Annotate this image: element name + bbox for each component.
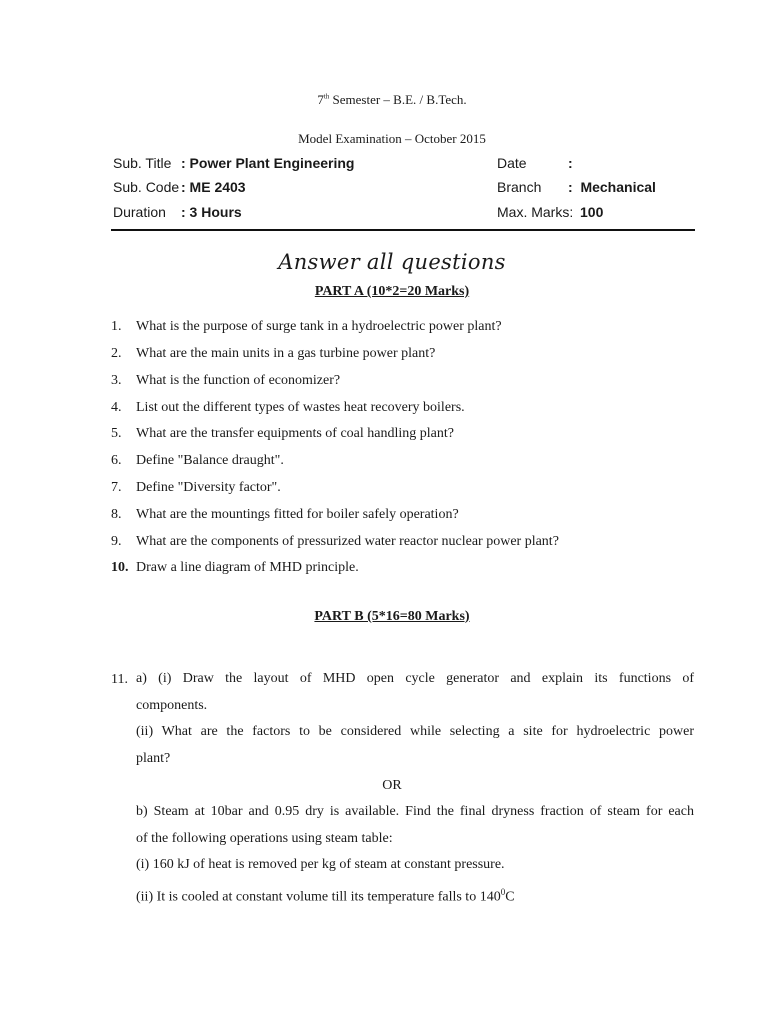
- question-number: 3.: [111, 373, 122, 388]
- q11b-ii-text: (ii) It is cooled at constant volume till its temperature falls to 140: [136, 889, 501, 905]
- question-number: 7.: [111, 480, 122, 495]
- question-text: What are the components of pressurized water reactor nuclear power plant?: [136, 534, 559, 549]
- question-number: 2.: [111, 346, 122, 361]
- q11a-i-line2: components.: [136, 697, 208, 713]
- part-a-question: [111, 400, 465, 416]
- duration-label: Duration: [113, 204, 166, 220]
- part-a-question: [111, 507, 459, 523]
- q11a-ii-line2: plant?: [136, 751, 171, 767]
- duration-value: [181, 204, 242, 220]
- q11b-line2: of the following operations using steam table:: [136, 830, 393, 846]
- part-a-question: [111, 319, 502, 335]
- or-separator: OR: [382, 778, 402, 793]
- q11b-ii-unit: C: [505, 889, 515, 905]
- question-text: List out the different types of wastes heat recovery boilers.: [136, 400, 465, 415]
- part-a-question: [111, 346, 435, 362]
- date-label: Date: [497, 155, 527, 171]
- max-marks-value: [580, 204, 603, 220]
- q11b-ii: [136, 879, 694, 911]
- part-a-title: PART A (10*2=20 Marks): [314, 284, 470, 299]
- q11a-i-line1: a) (i) Draw the layout of MHD open cycle generator and explain its functions of: [136, 671, 694, 686]
- q11a-ii-line1: (ii) What are the factors to be considered while selecting a site for hydroelectric power: [136, 724, 694, 740]
- date-text: :: [568, 155, 573, 171]
- q11b-i: (i) 160 kJ of heat is removed per kg of steam at constant pressure.: [136, 857, 505, 873]
- question-text: Draw a line diagram of MHD principle.: [136, 560, 359, 575]
- sub-title-value: [181, 155, 354, 171]
- part-b-title: PART B (5*16=80 Marks): [314, 609, 470, 624]
- q11b-ii-degree: 0: [500, 887, 506, 898]
- question-text: What is the function of economizer?: [136, 373, 341, 388]
- part-a-question: [111, 480, 281, 496]
- question-number: 1.: [111, 319, 122, 334]
- question-11a: [136, 666, 694, 773]
- branch-text: : Mechanical: [568, 179, 656, 195]
- branch-label: Branch: [497, 179, 542, 195]
- question-text: Define "Diversity factor".: [136, 480, 281, 495]
- exam-title: Model Examination – October 2015: [298, 131, 486, 146]
- part-a-question: [111, 426, 454, 442]
- branch-value: [568, 179, 656, 195]
- part-a-question: [111, 453, 284, 469]
- sub-title-text: : Power Plant Engineering: [181, 155, 355, 171]
- question-text: What are the transfer equipments of coal handling plant?: [136, 426, 454, 441]
- date-value: [568, 155, 573, 171]
- question-number: 6.: [111, 453, 122, 468]
- question-number: 10.: [111, 560, 129, 575]
- question-text: What are the main units in a gas turbine power plant?: [136, 346, 436, 361]
- header-divider: [111, 229, 695, 231]
- duration-text: : 3 Hours: [181, 204, 242, 220]
- part-a-question: [111, 560, 359, 576]
- question-number: 8.: [111, 507, 122, 522]
- question-text: What is the purpose of surge tank in a hydroelectric power plant?: [136, 319, 502, 334]
- semester-line: [0, 92, 768, 108]
- part-a-question: [111, 373, 340, 389]
- question-text: Define "Balance draught".: [136, 453, 284, 468]
- max-marks-text: 100: [580, 204, 604, 220]
- semester-text: Semester – B.E. / B.Tech.: [329, 92, 467, 107]
- question-number: 9.: [111, 534, 122, 549]
- question-text: What are the mountings fitted for boiler safely operation?: [136, 507, 459, 522]
- question-11-number: 11.: [111, 672, 128, 687]
- sub-code-value: [181, 179, 246, 195]
- sub-title-label: Sub. Title: [113, 155, 172, 171]
- part-a-question: [111, 534, 559, 550]
- max-marks-label: Max. Marks:: [497, 204, 574, 220]
- sub-code-text: : ME 2403: [181, 179, 246, 195]
- instruction-heading: Answer all questions: [278, 250, 506, 274]
- semester-suffix: th: [323, 92, 330, 101]
- sub-code-label: Sub. Code: [113, 179, 180, 195]
- q11b-line1: b) Steam at 10bar and 0.95 dry is available. Find the final dryness fraction of steam for each: [136, 804, 694, 819]
- semester-number: 7: [317, 92, 324, 107]
- question-number: 5.: [111, 426, 122, 441]
- question-11b: [136, 799, 694, 911]
- question-number: 4.: [111, 400, 122, 415]
